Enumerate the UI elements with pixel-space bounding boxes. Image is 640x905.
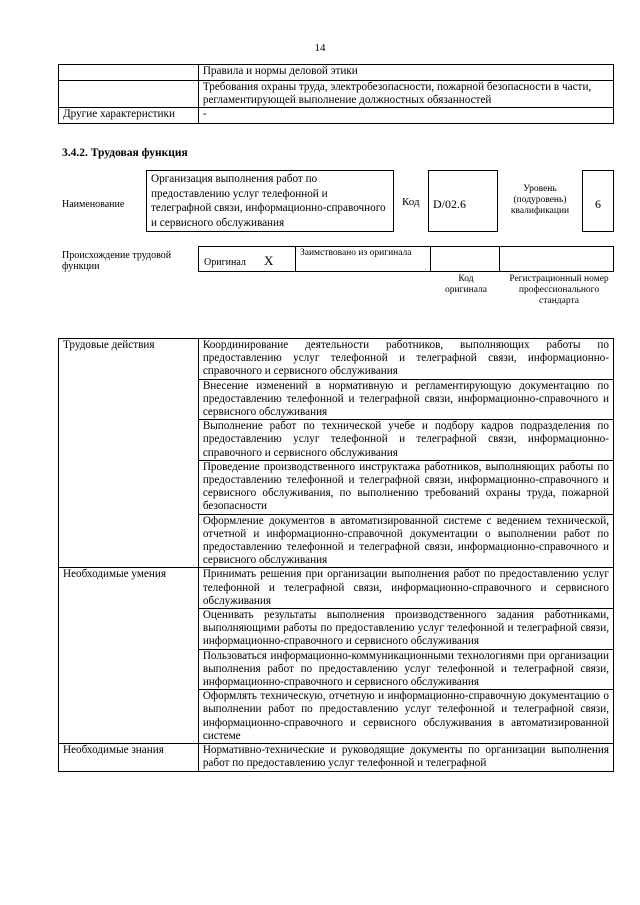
group-label-skills: Необходимые умения: [59, 568, 199, 744]
borrowed-label: Заимствовано из оригинала: [300, 248, 412, 258]
group-label-knowledge: Необходимые знания: [59, 744, 199, 771]
table-row: Нормативно-технические и руководящие документы по организации выполнения работ по предоставлению услуг телефонной и телеграфной: [198, 744, 613, 771]
code-original-label: Код оригинала: [445, 274, 487, 295]
table-row: Оценивать результаты выполнения производственного задания работниками, выполняющими работы по предоставлению услуг телефонной и телеграфной связи, информационно-справочного и сервисного обслуживания: [198, 609, 613, 650]
code-value-text: D/02.6: [433, 197, 466, 211]
section-title: 3.4.2. Трудовая функция: [62, 147, 188, 159]
top-table-label: [59, 65, 199, 81]
top-table: [58, 64, 614, 124]
top-table-cell: Требования охраны труда, электробезопасности, пожарной безопасности в части, регламентирующей выполнение должностных обязанностей: [198, 81, 613, 108]
table-row: Оформлять техническую, отчетную и информационно-справочную документацию о выполнении работ по предоставлению услуг телефонной и телеграфной связи, информационно-справочного и сервисного обслуживания в автоматизированной системе: [198, 690, 613, 744]
main-table: [58, 338, 614, 772]
table-row: Внесение изменений в нормативную и регламентирующую документацию по предоставлению телефонной и телеграфной связи, информационно-справочного и сервисного обслуживания: [198, 379, 613, 420]
top-table-cell: -: [198, 108, 613, 124]
original-mark: X: [264, 253, 274, 268]
original-label: Оригинал: [204, 257, 246, 268]
origin-label: Происхождение трудовой функции: [62, 250, 172, 272]
page-number: 14: [314, 42, 326, 54]
table-row: Принимать решения при организации выполнения работ по предоставлению услуг телефонной и телеграфной связи, информационно-справочного и сервисного обслуживания: [198, 568, 613, 609]
code-label: Код: [402, 196, 420, 208]
code-value: [428, 170, 498, 232]
table-row: Координирование деятельности работников, выполняющих работы по предоставлению услуг телефонной и телеграфной связи, информационно-справочного и сервисного обслуживания: [198, 339, 613, 380]
level-value: [582, 170, 614, 232]
name-value-text: Организация выполнения работ по предоставлению услуг телефонной и телеграфной связи, информационно-справочного и сервисного обслуживания: [151, 173, 386, 229]
code-original-cell: [430, 246, 500, 272]
table-row: Пользоваться информационно-коммуникационными технологиями при организации выполнения работ по предоставлению услуг телефонной и телеграфной связи, информационно-справочного и сервисного обслуживания: [198, 649, 613, 690]
name-label: Наименование: [62, 199, 125, 210]
group-label-actions: Трудовые действия: [59, 339, 199, 568]
top-table-label: [59, 81, 199, 108]
level-label: Уровень (подуровень) квалификации: [510, 184, 570, 216]
table-row: Выполнение работ по технической учебе и подбору кадров подразделения по предоставлению услуг телефонной и телеграфной связи, информационно-справочного и сервисного обслуживания: [198, 420, 613, 461]
top-table-cell: Правила и нормы деловой этики: [198, 65, 613, 81]
top-table-label: Другие характеристики: [59, 108, 199, 124]
table-row: Проведение производственного инструктажа работников, выполняющих работы по предоставлению телефонной и телеграфной связи, информационно-справочного и сервисного обслуживания, по выполнению требований охраны труда, пожарной безопасности: [198, 460, 613, 514]
table-row: Оформление документов в автоматизированной системе с ведением технической, отчетной и информационно-справочной документации о выполнении работ по предоставлению телефонной и телеграфной связи, информационно-справочного и сервисного обслуживания: [198, 514, 613, 568]
name-value: [146, 170, 394, 232]
level-value-text: 6: [595, 197, 601, 211]
reg-number-label: Регистрационный номер профессионального стандарта: [509, 274, 609, 306]
